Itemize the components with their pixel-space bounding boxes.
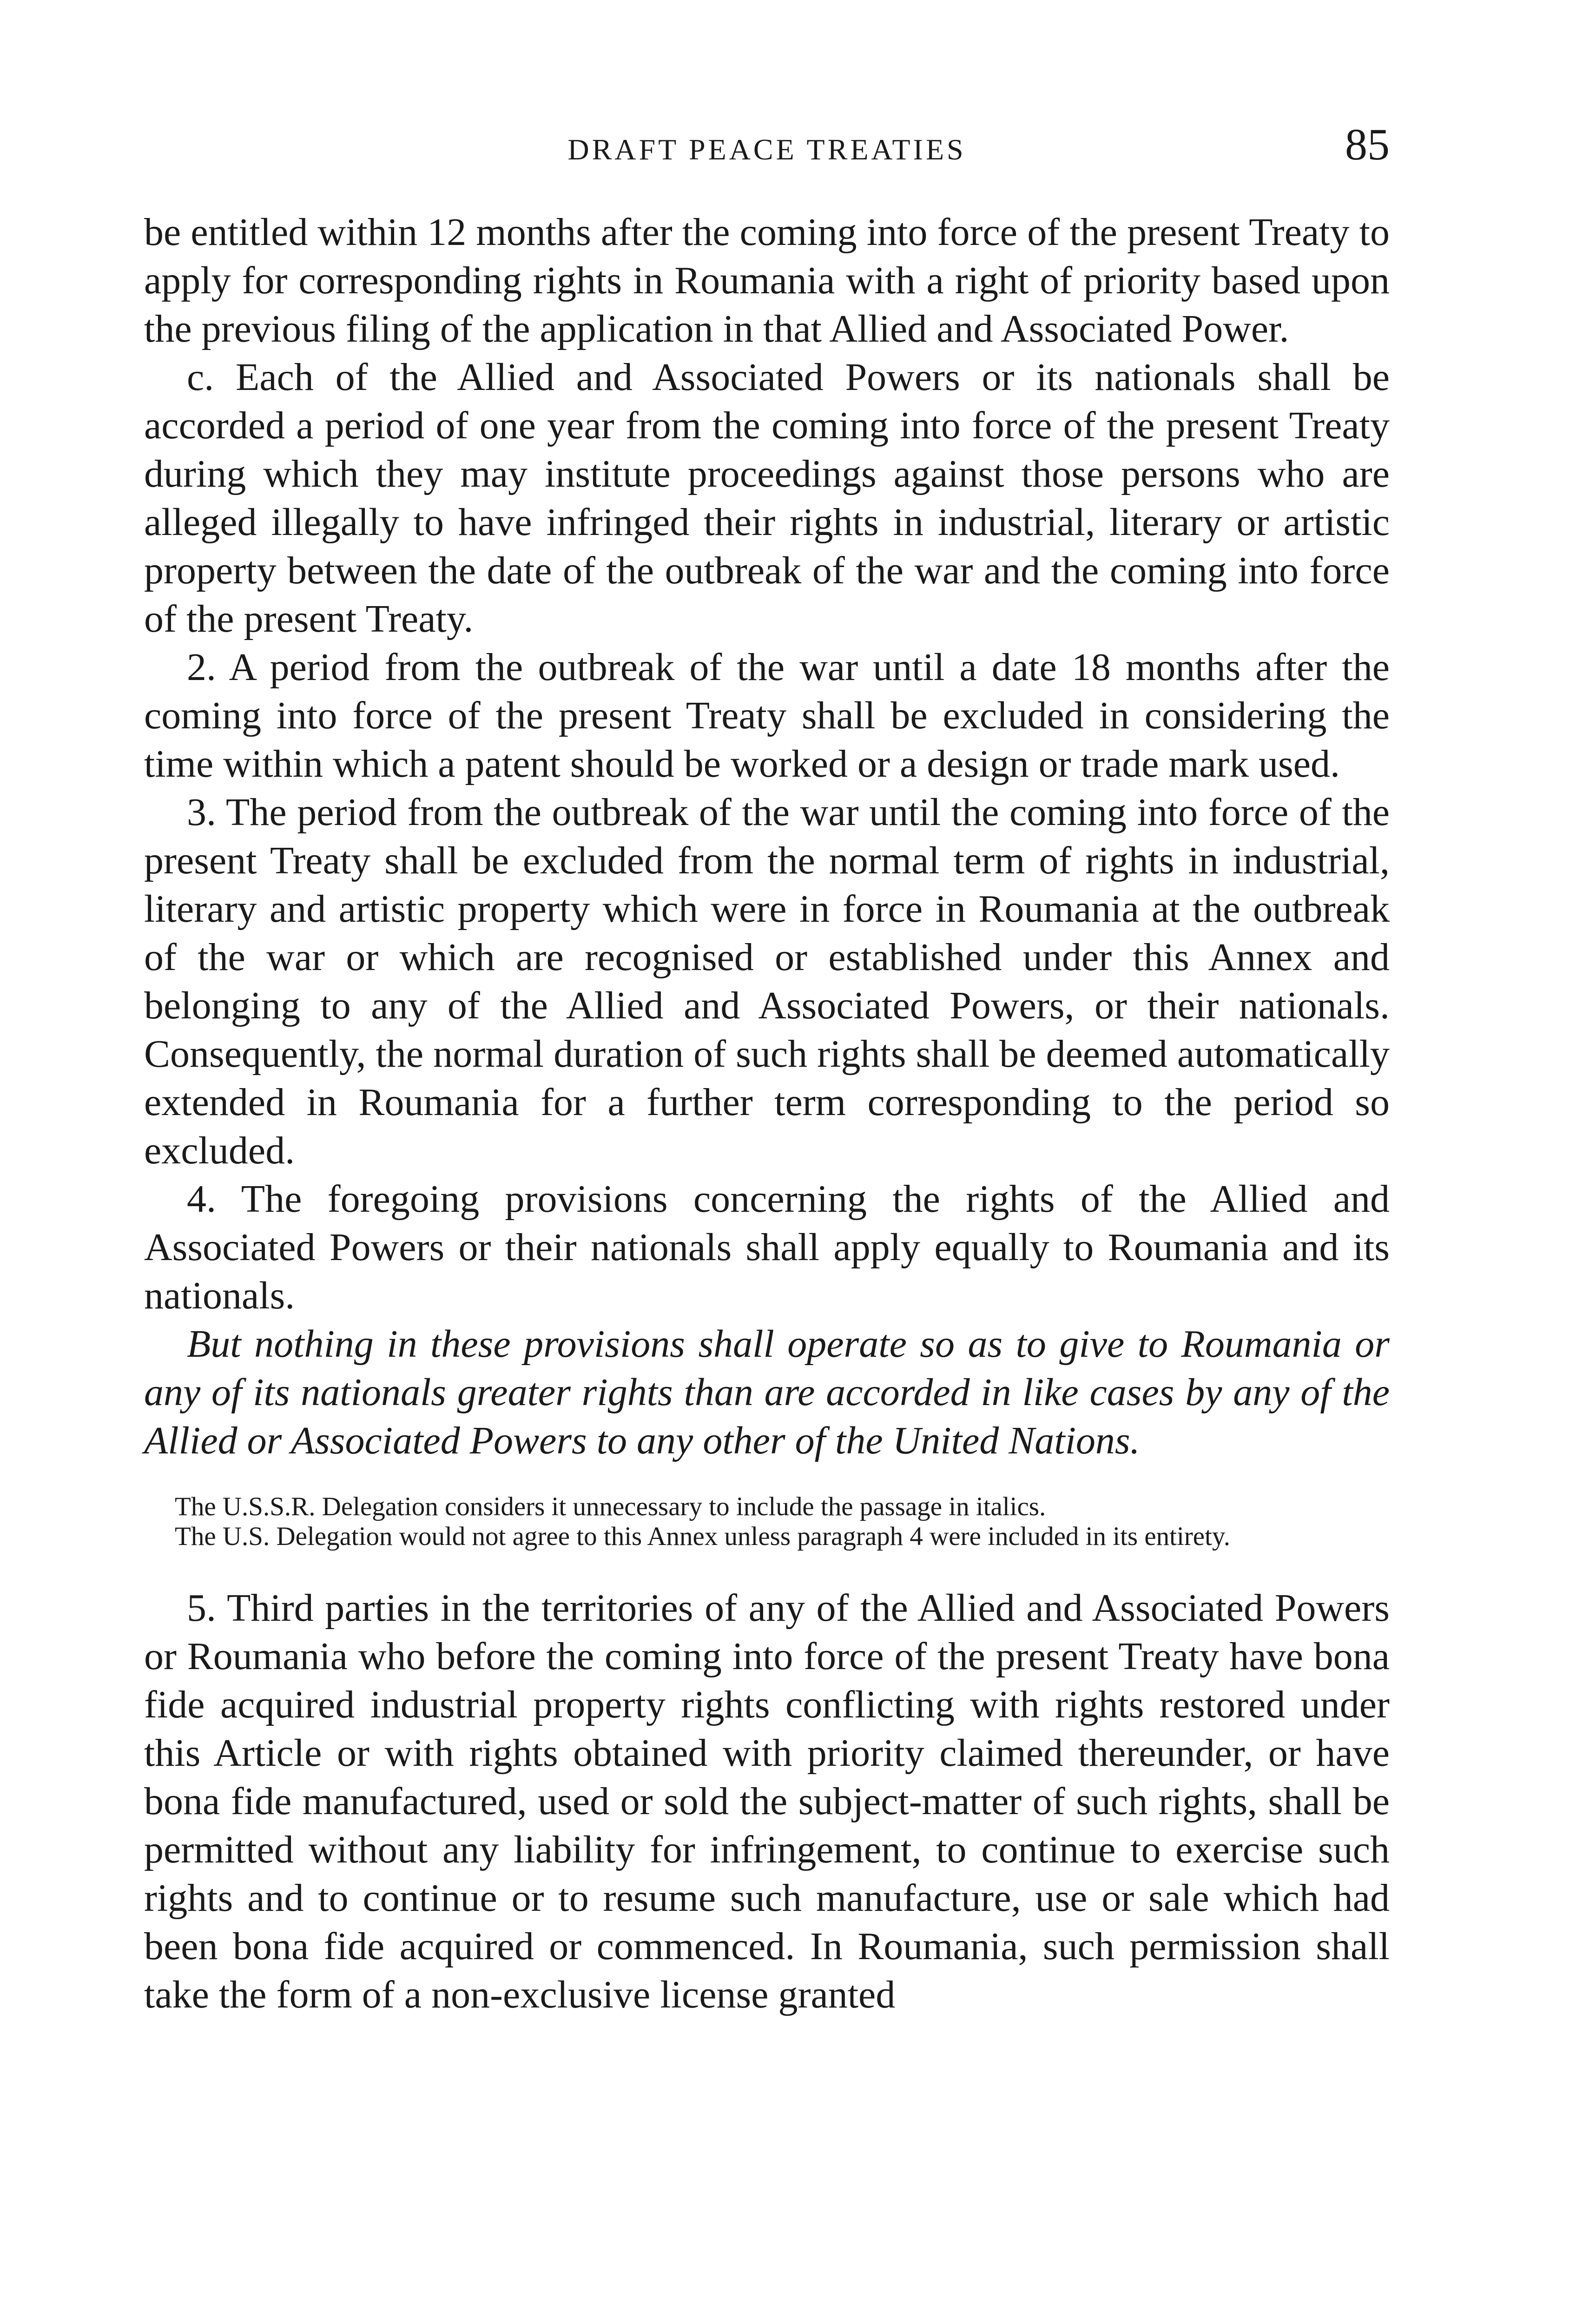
page-header — [144, 119, 1390, 170]
body-text — [144, 208, 1390, 2019]
paragraph-2: 2. A period from the outbreak of the war until a date 18 months after the coming into force of the present Treaty shall be excluded in considering the time within which a patent should be worked or a design or trade mark used. — [144, 646, 1390, 786]
note-ussr-delegation: The U.S.S.R. Delegation considers it unnecessary to include the passage in italics. — [175, 1492, 1046, 1521]
page-number: 85 — [1345, 119, 1390, 169]
paragraph-3: 3. The period from the outbreak of the war until the coming into force of the present Treaty shall be excluded from the normal term of rights in industrial, literary and artistic property which were in force in Roumania at the outbreak of the war or which are recognised or established under this Annex and belonging to any of the Allied and Associated Powers, or their nationals. Consequently, the normal duration of such rights shall be deemed automatically extended in Roumania for a further term corresponding to the period so excluded. — [144, 791, 1390, 1172]
italic-provision: But nothing in these provisions shall operate so as to give to Roumania or any of its nationals greater rights than are accorded in like cases by any of the Allied or Associated Powers to any other of the United Nations. — [144, 1322, 1390, 1462]
paragraph-continuation: be entitled within 12 months after the coming into force of the present Treaty to apply for corresponding rights in Roumania with a right of priority based upon the previous filing of the application in that Allied and Associated Power. — [144, 211, 1390, 350]
paragraph-4: 4. The foregoing provisions concerning the rights of the Allied and Associated Powers or their nationals shall apply equally to Roumania and its nationals. — [144, 1177, 1390, 1317]
paragraph-c: c. Each of the Allied and Associated Powers or its nationals shall be accorded a period of one year from the coming into force of the present Treaty during which they may institute proceedings against those persons who are alleged illegally to have infringed their rights in industrial, literary or artistic property between the date of the outbreak of the war and the coming into force of the present Treaty. — [144, 356, 1390, 640]
note-us-delegation: The U.S. Delegation would not agree to this Annex unless paragraph 4 were included in its entirety. — [175, 1522, 1230, 1551]
running-title: DRAFT PEACE TREATIES — [567, 133, 966, 166]
paragraph-5: 5. Third parties in the territories of any of the Allied and Associated Powers or Roumania who before the coming into force of the present Treaty have bona fide acquired industrial property rights conflicting with rights restored under this Article or with rights obtained with priority claimed thereunder, or have bona fide manufactured, used or sold the subject-matter of such rights, shall be permitted without any liability for infringement, to continue to exercise such rights and to continue or to resume such manufacture, use or sale which had been bona fide acquired or commenced. In Roumania, such permission shall take the form of a non-exclusive license granted — [144, 1586, 1390, 2016]
delegation-notes — [144, 1492, 1390, 1552]
